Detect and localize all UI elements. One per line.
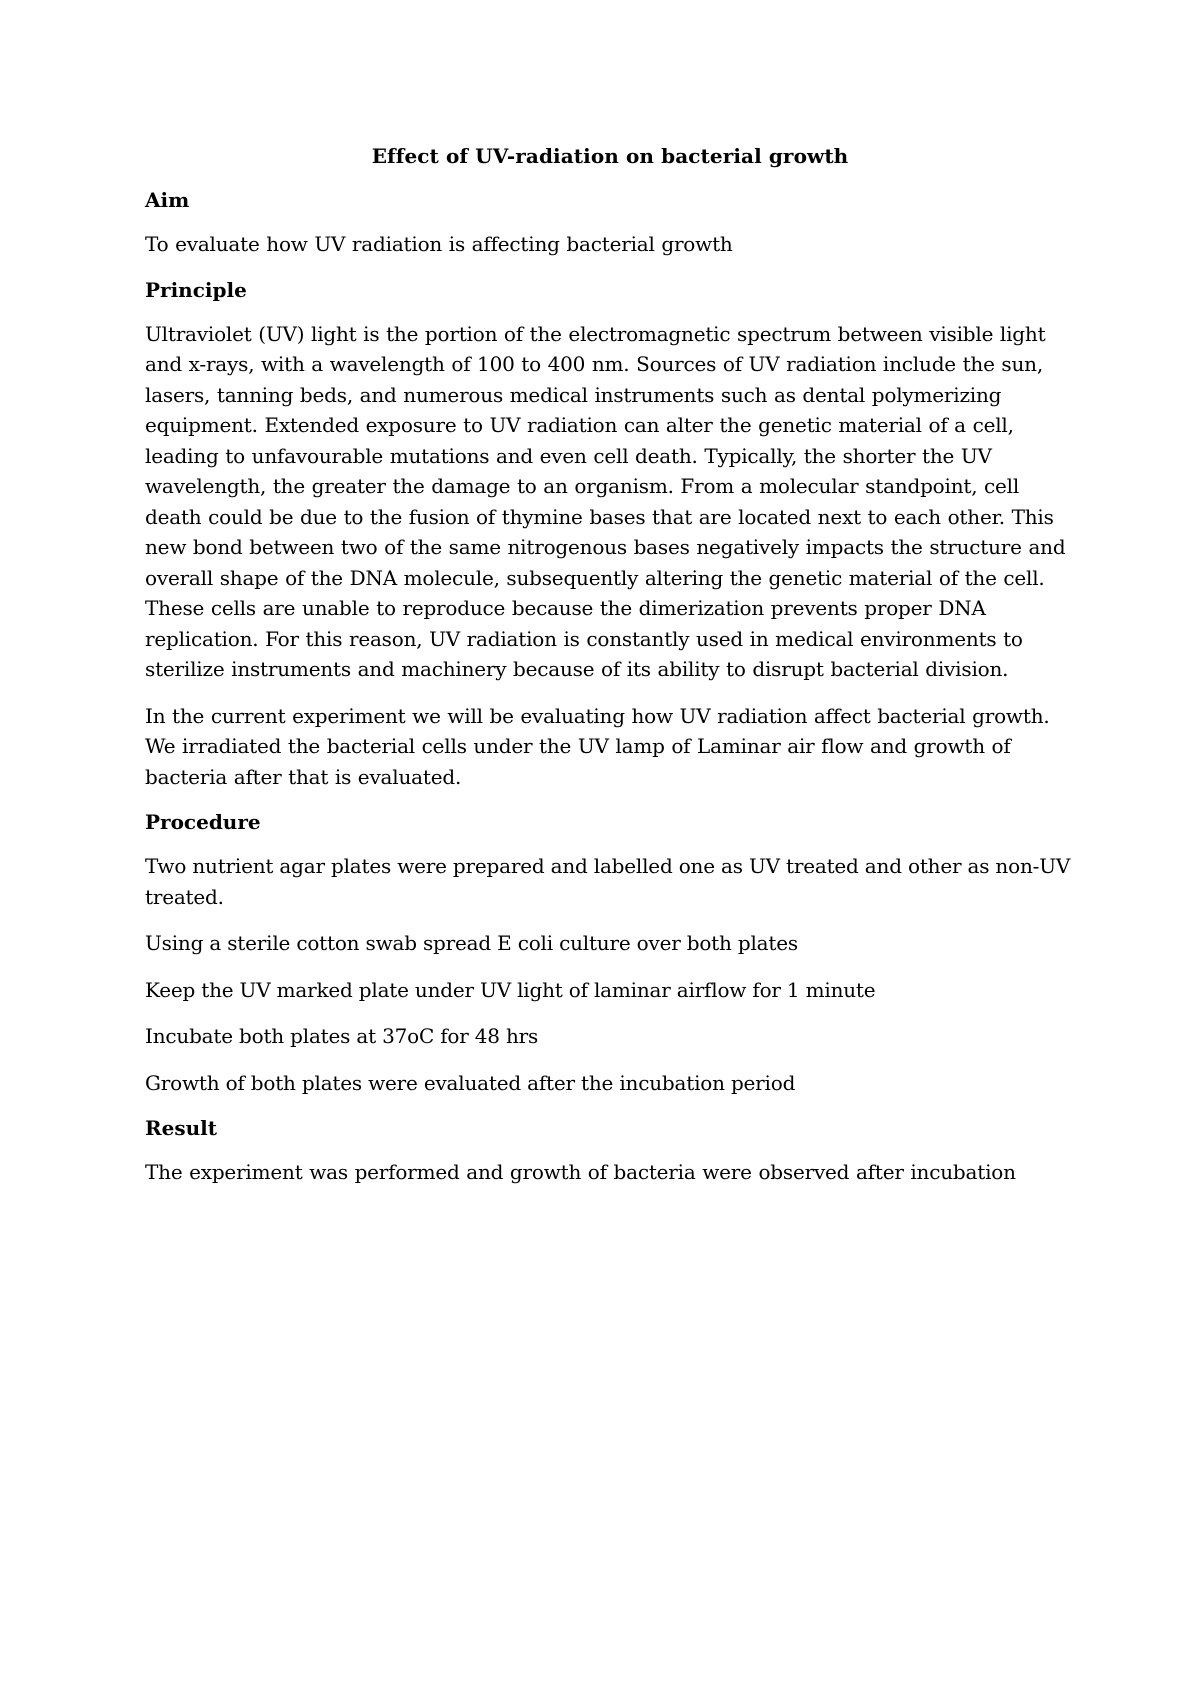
aim-heading: Aim [145,188,190,212]
procedure-step-3: Keep the UV marked plate under UV light of laminar airflow for 1 minute [145,977,876,1002]
principle-paragraph-1: Ultraviolet (UV) light is the portion of the electromagnetic spectrum between visible light and x-rays, with a wavelength of 100 to 400 nm. Sources of UV radiation include the sun, lasers, tanning beds, and numerous medical instruments such as dental polymerizing equipment. Extended exposure to UV radiation can alter the genetic material of a cell, leading to unfavourable mutations and even cell death. Typically, the shorter the UV wavelength, the greater the damage to an organism. From a molecular standpoint, cell death could be due to the fusion of thymine bases that are located next to each other. This new bond between two of the same nitrogenous bases negatively impacts the structure and overall shape of the DNA molecule, subsequently altering the genetic material of the cell. These cells are unable to reproduce because the dimerization prevents proper DNA replication. For this reason, UV radiation is constantly used in medical environments to sterilize instruments and machinery because of its ability to disrupt bacterial division. [145,321,1066,681]
aim-paragraph: To evaluate how UV radiation is affecting bacterial growth [145,232,733,256]
procedure-heading: Procedure [145,810,261,834]
procedure-step-4: Incubate both plates at 37oC for 48 hrs [145,1024,539,1048]
document-title: Effect of UV-radiation on bacterial growth [371,144,849,168]
principle-heading: Principle [145,277,247,302]
principle-paragraph-2: In the current experiment we will be evaluating how UV radiation affect bacterial growth. We irradiated the bacterial cells under the UV lamp of Laminar air flow and growth of bacteria after that is evaluated. [145,703,1050,789]
result-paragraph: The experiment was performed and growth of bacteria were observed after incubation [145,1160,1016,1184]
procedure-step-5: Growth of both plates were evaluated after the incubation period [145,1070,796,1095]
result-heading: Result [145,1116,217,1140]
procedure-step-1: Two nutrient agar plates were prepared and labelled one as UV treated and other as non-UV treated. [145,854,1071,909]
aim-section [145,186,1075,260]
principle-section [145,276,1075,793]
document-page [145,142,1075,1204]
result-section [145,1114,1075,1188]
procedure-section [145,808,1075,1098]
procedure-step-2: Using a sterile cotton swab spread E coli culture over both plates [145,931,798,955]
